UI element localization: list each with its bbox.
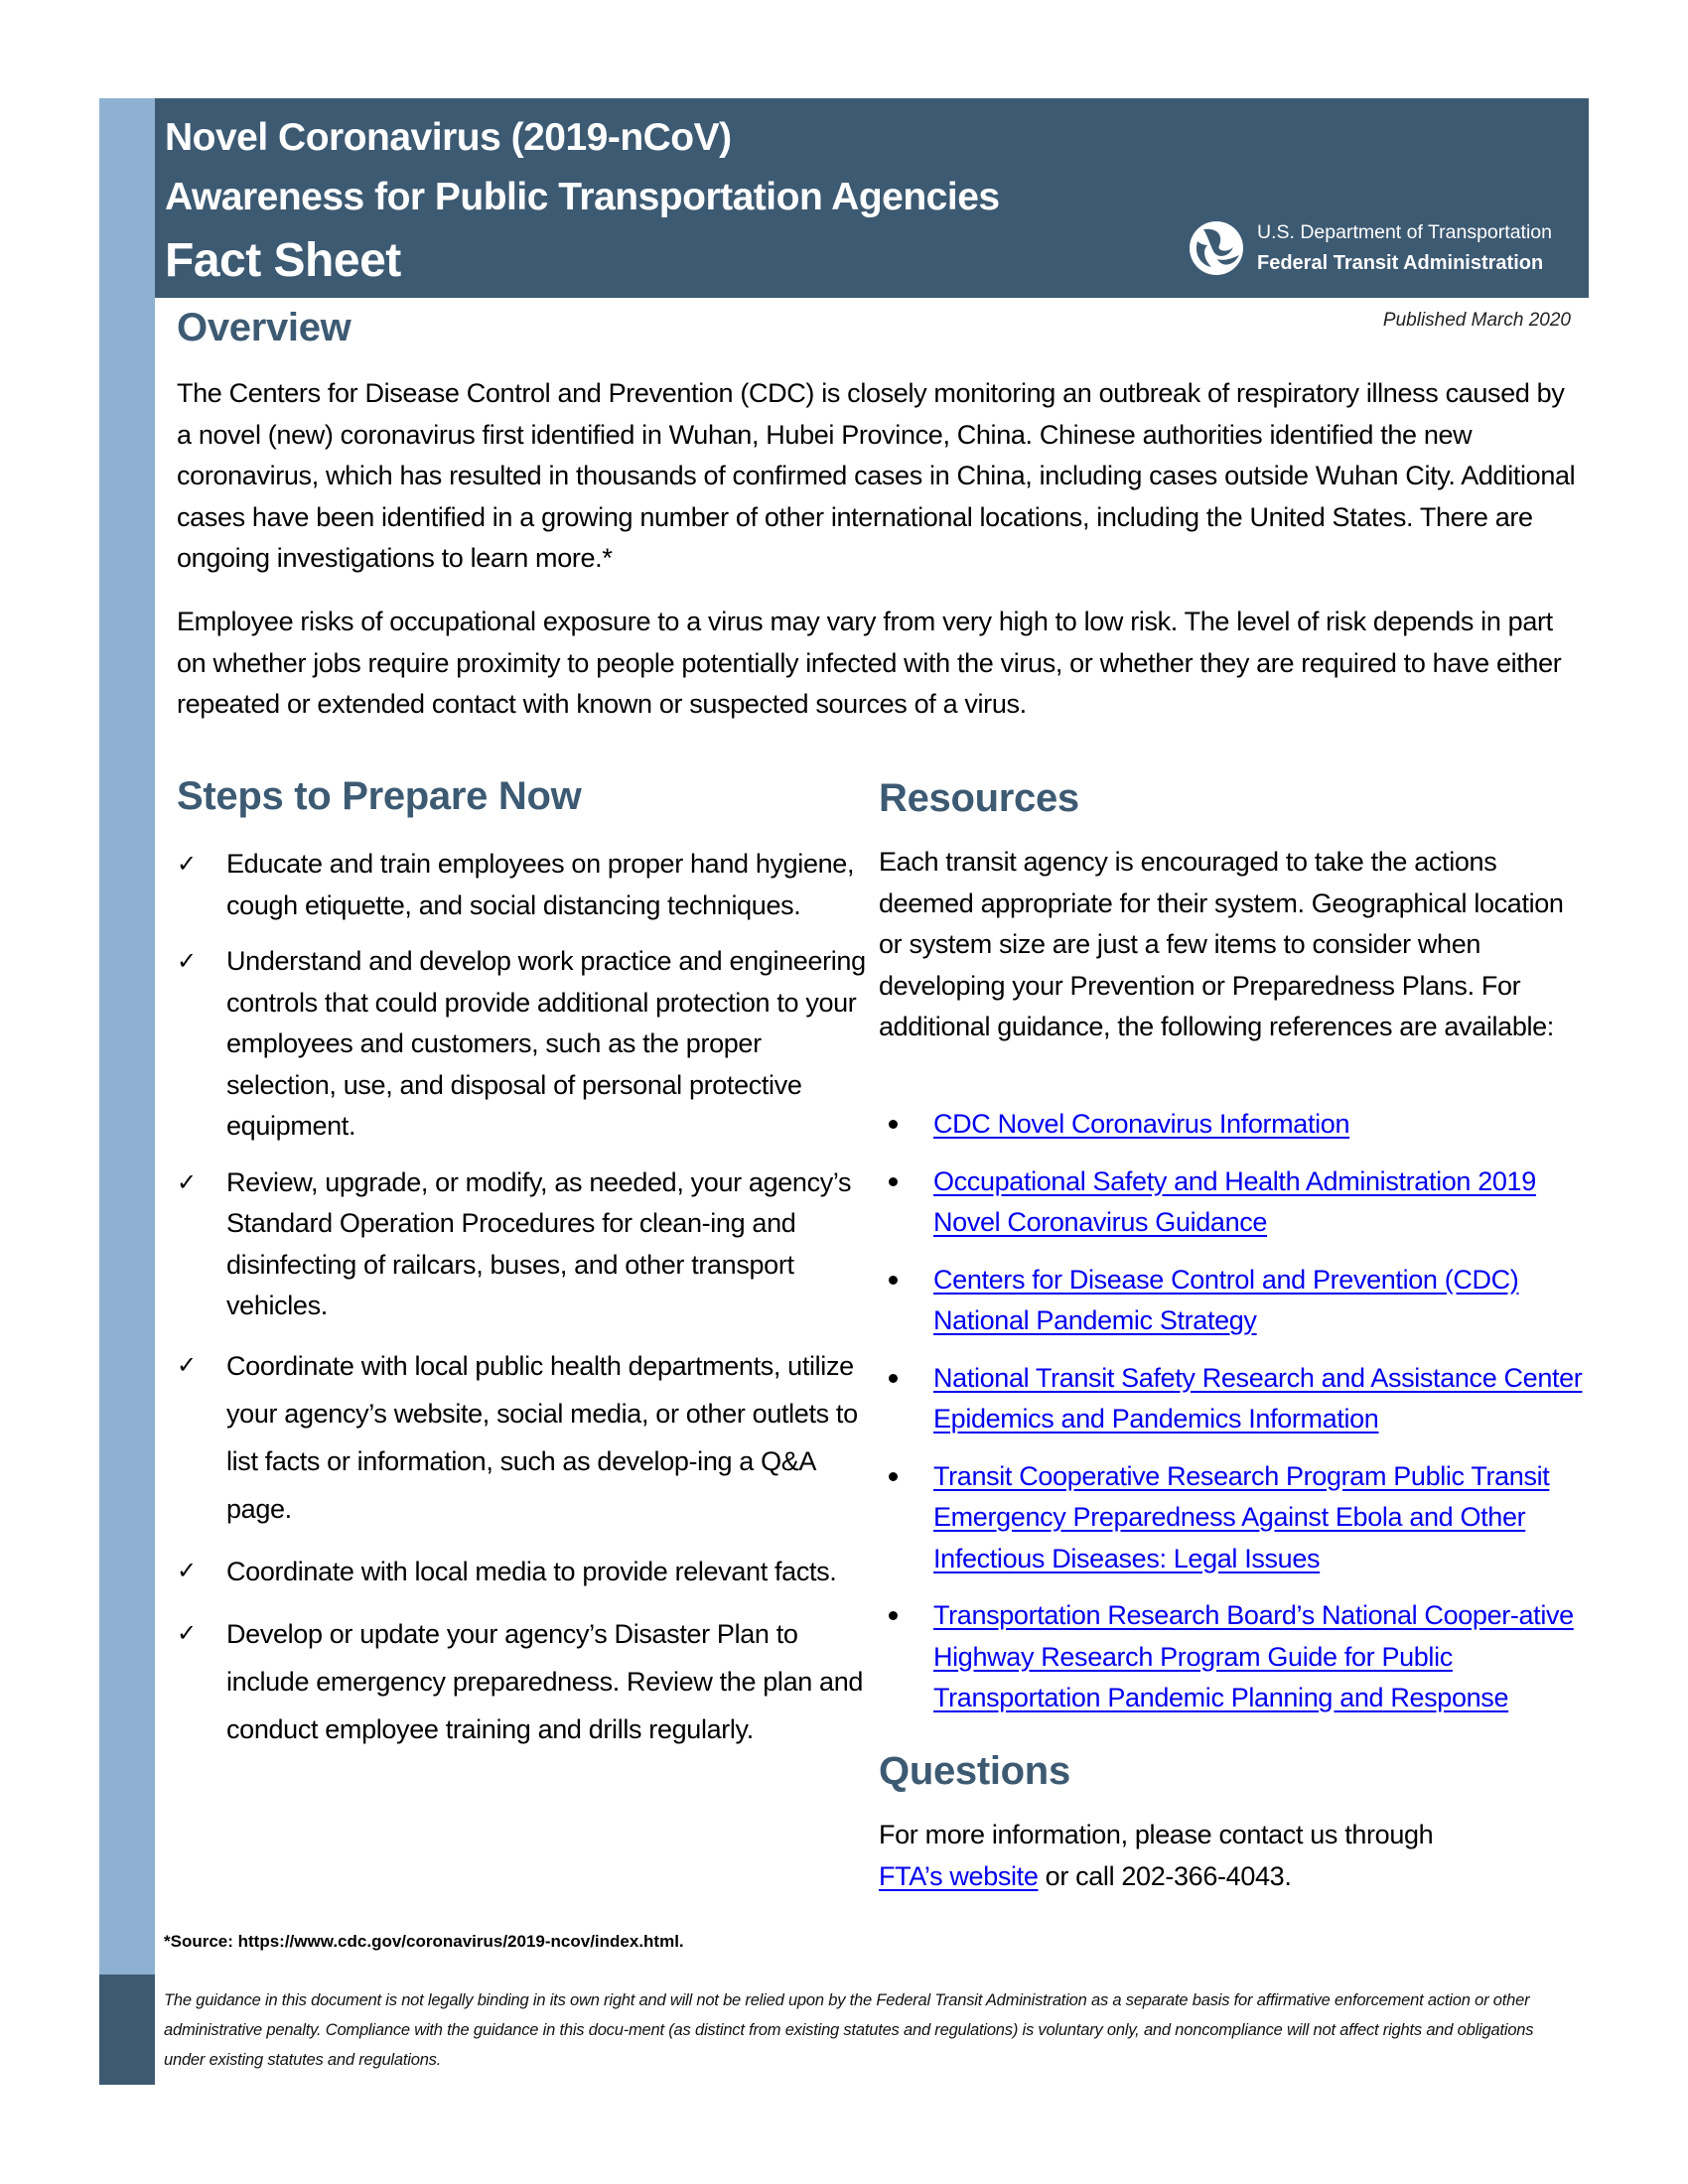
agency-fta: Federal Transit Administration	[1257, 252, 1544, 274]
overview-heading: Overview	[177, 306, 352, 349]
questions-text: For more information, please contact us through FTA’s website or call 202-366-4043.	[879, 1820, 1434, 1891]
left-accent-stripe-footer	[99, 1975, 155, 2085]
link-tcrp-ebola[interactable]: Transit Cooperative Research Program Public Transit Emergency Preparedness Against Ebola and Other Infectious Diseases: Legal Issues	[933, 1460, 1550, 1573]
fta-website-link[interactable]: FTA’s website	[879, 1860, 1039, 1891]
link-cdc-novel-coronavirus[interactable]: CDC Novel Coronavirus Information	[933, 1109, 1350, 1139]
steps-list	[175, 844, 870, 1768]
resource-item	[879, 1456, 1594, 1580]
checkmark-icon: ✓	[177, 1168, 197, 1196]
link-cdc-pandemic-strategy[interactable]: Centers for Disease Control and Prevention (CDC) National Pandemic Strategy	[933, 1264, 1519, 1335]
checkmark-icon: ✓	[177, 948, 197, 975]
link-ntsrac-epidemics[interactable]: National Transit Safety Research and Assistance Center Epidemics and Pandemics Information	[933, 1362, 1583, 1433]
bullet-icon	[889, 1374, 898, 1383]
agency-department: U.S. Department of Transportation	[1257, 221, 1552, 243]
bullet-icon	[889, 1177, 898, 1186]
title-line-2: Awareness for Public Transportation Agencies	[165, 176, 1000, 218]
step-item: ✓ Understand and develop work practice and engineering controls that could provide additional protection to your employees and customers, such as the proper selection, use, and disposal of personal protective equipment.	[175, 941, 870, 1148]
title-line-1: Novel Coronavirus (2019-nCoV)	[165, 116, 732, 159]
published-date: Published March 2020	[1382, 310, 1571, 331]
resource-item	[879, 1161, 1594, 1244]
source-footnote: *Source: https://www.cdc.gov/coronavirus/2019-ncov/index.html.	[164, 1932, 684, 1951]
legal-disclaimer: The guidance in this document is not legally binding in its own right and will not be relied upon by the Federal Transit Administration as a separate basis for affirmative enforcement action or other administrative penalty. Compliance with the guidance in this docu-ment (as distinct from existing statutes and regulations) is voluntary only, and noncompliance will not affect rights and obligations under existing statutes and regulations.	[164, 1991, 1534, 2069]
bullet-icon	[889, 1276, 898, 1285]
step-item: ✓ Coordinate with local media to provide relevant facts.	[175, 1548, 870, 1595]
link-osha-guidance[interactable]: Occupational Safety and Health Administration 2019 Novel Coronavirus Guidance	[933, 1165, 1536, 1237]
resources-heading: Resources	[879, 776, 1079, 820]
checkmark-icon: ✓	[177, 1557, 197, 1584]
overview-paragraph-1: The Centers for Disease Control and Prevention (CDC) is closely monitoring an outbreak of respiratory illness caused by a novel (new) coronavirus first identified in Wuhan, Hubei Province, China. Chinese authorities identified the new coronavirus, which has resulted in thousands of confirmed cases in China, including cases outside Wuhan City. Additional cases have been identified in a growing number of other international locations, including the United States. There are ongoing investigations to learn more.*	[177, 378, 1576, 573]
resource-item	[879, 1260, 1594, 1342]
steps-heading: Steps to Prepare Now	[177, 774, 582, 818]
checkmark-icon: ✓	[177, 1619, 197, 1647]
resource-item	[879, 1595, 1594, 1719]
step-item: ✓ Develop or update your agency’s Disaster Plan to include emergency preparedness. Review the plan and conduct employee training and drills regularly.	[175, 1610, 870, 1753]
bullet-icon	[889, 1472, 898, 1481]
checkmark-icon: ✓	[177, 1351, 197, 1379]
resource-item	[879, 1358, 1594, 1440]
resources-links-list	[879, 1104, 1594, 1735]
step-item: ✓ Coordinate with local public health departments, utilize your agency’s website, social media, or other outlets to list facts or information, such as develop-ing a Q&A page.	[175, 1342, 870, 1533]
title-fact-sheet: Fact Sheet	[165, 234, 401, 287]
overview-paragraph-2: Employee risks of occupational exposure to a virus may vary from very high to low risk. The level of risk depends in part on whether jobs require proximity to people potentially infected with the virus, or whether they are required to have either repeated or extended contact with known or suspected sources of a virus.	[177, 607, 1562, 719]
link-trb-nchrp-guide[interactable]: Transportation Research Board’s National Cooper-ative Highway Research Program Guide for Public Transportation Pandemic Planning and Response	[933, 1600, 1574, 1712]
checkmark-icon: ✓	[177, 851, 197, 878]
step-item: ✓ Educate and train employees on proper hand hygiene, cough etiquette, and social distancing techniques.	[175, 844, 870, 926]
bullet-icon	[889, 1120, 898, 1129]
step-item: ✓ Review, upgrade, or modify, as needed, your agency’s Standard Operation Procedures for clean-ing and disinfecting of railcars, buses, and other transport vehicles.	[175, 1162, 870, 1327]
resource-item	[879, 1104, 1594, 1146]
questions-heading: Questions	[879, 1749, 1070, 1793]
usdot-logo-icon	[1190, 221, 1243, 275]
left-accent-stripe	[99, 98, 155, 1975]
title-banner	[155, 98, 1589, 298]
resources-intro: Each transit agency is encouraged to take the actions deemed appropriate for their system. Geographical location or system size are just a few items to consider when developing your Prevention or Preparedness Plans. For additional guidance, the following references are available:	[879, 847, 1564, 1041]
bullet-icon	[889, 1611, 898, 1620]
